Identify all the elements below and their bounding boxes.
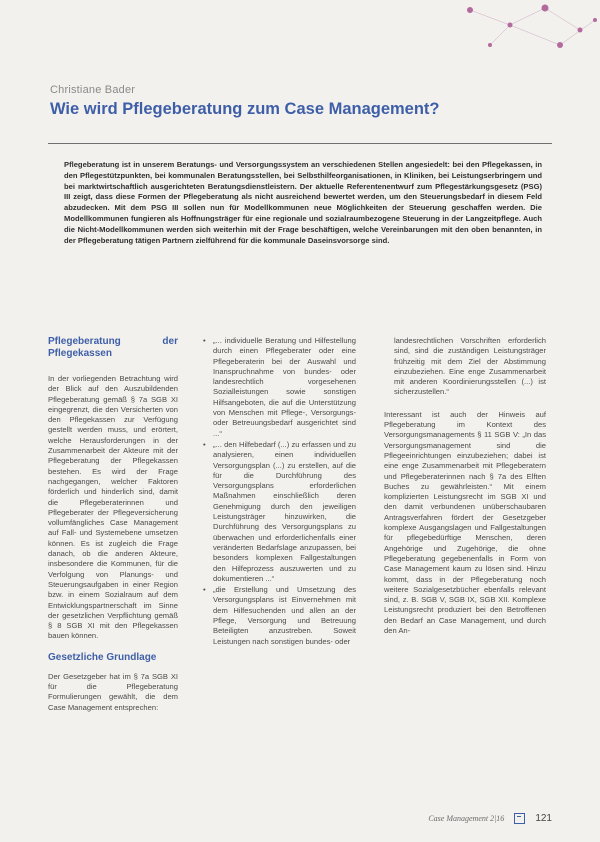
column-right: [384, 336, 546, 636]
body-paragraph: In der vorliegenden Betrachtung wird der Blick auf den Auszubildenden Pflegeberatung gemäß § 7a SGB XI eingegrenzt, die den Versicherten von den Pflegekassen zur Verfügung gestellt werden muss, und erörtert, welche Herausforderungen in der Zusammenarbeit der Akteure mit der Pflegeberatung der Pflegekassen bestehen. Es wird der Frage nachgegangen, welcher Faktoren förderlich und hinderlich sind, damit die Pflegeberaterinnen und Pflegeberater der Pflegeversicherung vollumfängliches Case Management auf Fall- und Systemebene umsetzen können. Es ist zugleich die Frage danach, ob die anderen Akteure, insbesondere die Kommunen, für die Verfolgung von Planungs- und Steuerungsaufgaben in einer Region bzw. in einem Sozialraum auf dem Entwicklungspartnerschaft im Sinne der gesetzlichen Verpflichtung gemäß § 8 SGB XI mit den Pflegekassen bauen können.: [48, 374, 178, 641]
magazine-logo-icon: [514, 813, 525, 824]
title-divider: [48, 143, 552, 144]
section-heading-gesetzliche-grundlage: Gesetzliche Grundlage: [48, 651, 157, 663]
page-footer: [428, 813, 552, 824]
decorative-network-graphic: [450, 0, 600, 60]
article-title: Wie wird Pflegeberatung zum Case Management?: [50, 100, 440, 118]
list-item: • „die Erstellung und Umsetzung des Versorgungsplans ist Einvernehmen mit dem Hilfesuchenden und allen an der Pflege, Versorgung und Betreuung Beteiligten anzustreben. Soweit Leistungen nach sonstigen bundes- oder: [203, 585, 356, 646]
column-left: [48, 336, 178, 713]
column-middle: [203, 336, 356, 648]
section-heading-pflegeberatung: Pflegeberatung der Pflegekassen: [48, 336, 178, 359]
page-number: 121: [535, 813, 552, 824]
list-item: • „... individuelle Beratung und Hilfestellung durch einen Pflegeberater oder eine Pflegeberaterin bei der Auswahl und Inanspruchnahme von bundes- oder landesrechtlich vorgesehenen Sozialleistungen sowie sonstigen Hilfsangeboten, die auf die Unterstützung von Menschen mit Pflege-, Versorgungs- oder Betreuungsbedarf ausgerichtet sind ...“: [203, 336, 356, 438]
list-item: • „... den Hilfebedarf (...) zu erfassen und zu analysieren, einen individuellen Versorgungsplan (...) zu erstellen, auf die für die Durchführung des Versorgungsplans erforderlichen Maßnahmen einschließlich deren Genehmigung durch den jeweiligen Leistungsträger hinzuwirken, die Durchführung des Versorgungsplans zu überwachen und erforderlichenfalls einer veränderten Bedarfslage anzupassen, bei besonders komplexen Fallgestaltungen den Hilfeprozess auszuwerten und zu dokumentieren ...“: [203, 439, 356, 583]
author-name: Christiane Bader: [50, 84, 136, 96]
magazine-name: Case Management 2|16: [428, 814, 505, 823]
body-paragraph: landesrechtlichen Vorschriften erforderlich sind, sind die zuständigen Leistungsträger frühzeitig mit dem Ziel der Abstimmung einzubeziehen. Eine enge Zusammenarbeit mit anderen Koordinierungsstellen (...) ist sicherzustellen.“: [394, 336, 546, 397]
quote-list: [203, 336, 356, 647]
body-paragraph: Interessant ist auch der Hinweis auf Pflegeberatung im Kontext des Versorgungsmanagements § 11 SGB V: „In das Versorgungsmanagement sind die Pflegeeinrichtungen einzubeziehen; dabei ist eine enge Zusammenarbeit mit Pflegeberatern und Pflegeberaterinnen nach § 7a des Elften Buches zu gewährleisten.“ Mit einem komplizierten Leistungsrecht im SGB XI und den damit verbundenen unüberschaubaren Antragsverfahren fördert der Gesetzgeber komplexe Ausgangslagen und Fallgestaltungen für pflegebedürftige Menschen, deren Angehörige und Zugehörige, die ohne Pflegeberatung gegebenenfalls in Form von Case Management kaum zu lösen sind. Hinzu kommt, dass in der Pflegeberatung noch weitere Sozialgesetzbücher ebenfalls relevant sind, z. B. SGB V, SGB IX, SGB XII. Komplexe Leistungsrecht produziert bei den Betroffenen den Bedarf an Case Management, und durch den An-: [384, 409, 546, 636]
article-abstract: Pflegeberatung ist in unserem Beratungs- und Versorgungssystem an verschiedenen Stellen angesiedelt: bei den Pflegekassen, in den Pflegestützpunkten, bei kommunalen Beratungsstellen, bei Selbsthilfeorganisationen, in Kliniken, bei Leistungserbringern und bei marktwirtschaftlich ausgerichteten Beratungsdienstleistern. Der aktuelle Referentenentwurf zum Pflegestärkungsgesetz (PSG) III zeigt, dass diese Formen der Pflegeberatung als nicht ausreichend bewertet werden, um den Steuerungsbedarf in diesem Feld abzudecken. Mit dem PSG III sollen nun für Modellkommunen neue Möglichkeiten der Steuerung geschaffen werden. Die Modellkommunen fungieren als Hoffnungsträger für eine regionale und sozialraumbezogene Steuerung in der Langzeitpflege. Auch die Nicht-Modellkommunen werden sich weiterhin mit der Frage beschäftigen, welche Vereinbarungen mit den oben benannten, in der Pflegeberatung tätigen Partnern zielführend für die kommunale Daseinsvorsorge sind.: [64, 160, 542, 245]
body-paragraph: Der Gesetzgeber hat im § 7a SGB XI für die Pflegeberatung Formulierungen gewählt, die dem Case Management entsprechen:: [48, 671, 178, 712]
